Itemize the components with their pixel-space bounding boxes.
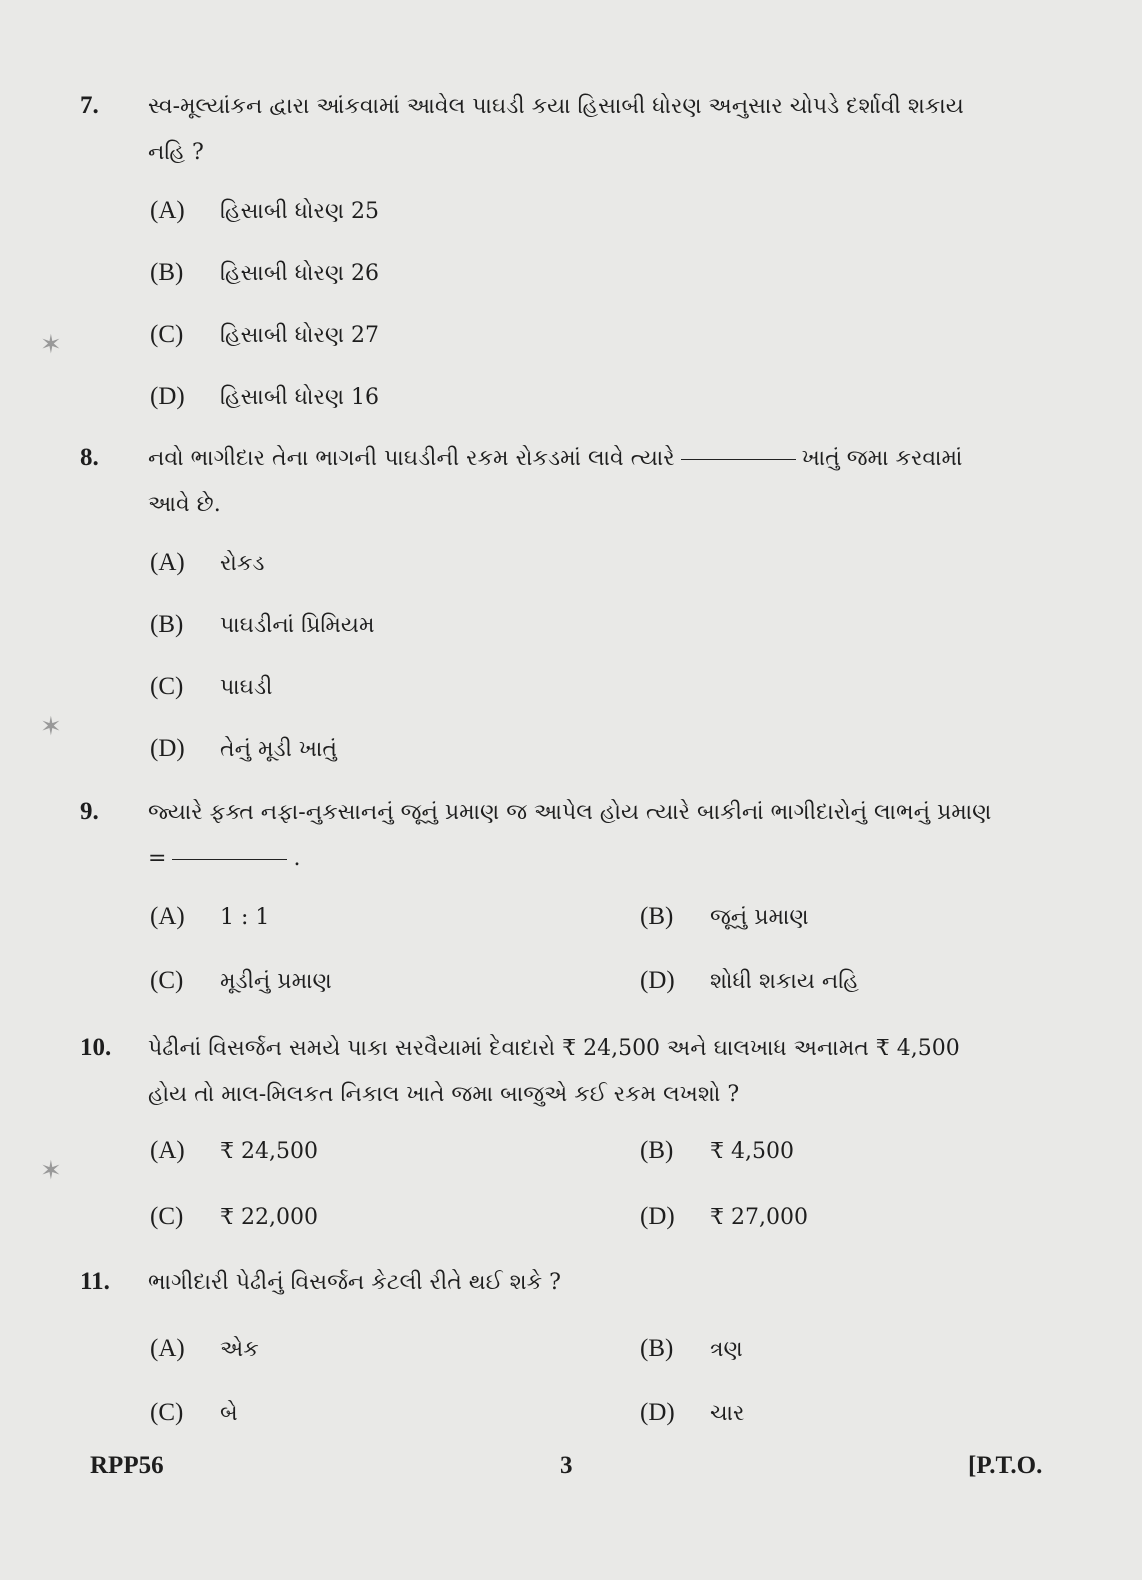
option-text: હિસાબી ધોરણ 26 xyxy=(220,261,380,286)
option-d[interactable] xyxy=(640,966,859,997)
option-label: (D) xyxy=(640,1399,675,1426)
answer-blank xyxy=(172,858,287,860)
option-text: મૂડીનું પ્રમાણ xyxy=(220,969,332,994)
option-c[interactable] xyxy=(150,1202,318,1233)
option-text: ₹ 22,000 xyxy=(220,1205,318,1230)
question-text-before: નવો ભાગીદાર તેના ભાગની પાઘડીની રકમ રોકડમાં લાવે ત્યારે xyxy=(148,446,675,471)
option-c[interactable] xyxy=(150,672,272,703)
option-b[interactable] xyxy=(150,610,374,641)
question-number: 11. xyxy=(80,1268,110,1295)
option-label: (A) xyxy=(150,903,185,930)
question-text xyxy=(148,790,998,882)
option-d[interactable] xyxy=(150,382,379,413)
option-b[interactable] xyxy=(640,1136,794,1167)
question-text: પેઢીનાં વિસર્જન સમયે પાકા સરવૈયામાં દેવાદારો ₹ 24,500 અને ઘાલખાધ અનામત ₹ 4,500 હોય તો માલ-મિલકત નિકાલ ખાતે જમા બાજુએ કઈ રકમ લખશો ? xyxy=(148,1036,960,1107)
option-text: શોધી શકાય નહિ xyxy=(710,969,859,994)
option-a[interactable] xyxy=(150,902,269,933)
option-c[interactable] xyxy=(150,320,379,351)
option-label: (C) xyxy=(150,1399,184,1426)
option-label: (C) xyxy=(150,1203,184,1230)
answer-blank xyxy=(681,458,796,460)
option-d[interactable] xyxy=(640,1202,808,1233)
option-d[interactable] xyxy=(640,1398,744,1429)
option-text: હિસાબી ધોરણ 27 xyxy=(220,323,380,348)
option-b[interactable] xyxy=(640,902,809,933)
question-number: 9. xyxy=(80,798,99,825)
option-label: (D) xyxy=(150,735,185,762)
paper-code: RPP56 xyxy=(90,1452,164,1479)
option-a[interactable] xyxy=(150,196,379,227)
page-number: 3 xyxy=(560,1452,573,1479)
option-b[interactable] xyxy=(640,1334,743,1365)
option-c[interactable] xyxy=(150,966,332,997)
option-text: જૂનું પ્રમાણ xyxy=(710,905,809,930)
option-d[interactable] xyxy=(150,734,337,765)
option-text: ₹ 27,000 xyxy=(710,1205,808,1230)
option-a[interactable] xyxy=(150,1334,259,1365)
option-text: રોકડ xyxy=(220,551,265,576)
option-label: (B) xyxy=(150,611,184,638)
option-text: 1 : 1 xyxy=(220,905,270,930)
pto-label: [P.T.O. xyxy=(968,1452,1043,1479)
option-b[interactable] xyxy=(150,258,379,289)
staple-mark-icon: ✶ xyxy=(40,712,62,742)
staple-mark-icon: ✶ xyxy=(40,330,62,360)
option-label: (B) xyxy=(640,1137,674,1164)
staple-mark-icon: ✶ xyxy=(40,1156,62,1186)
option-text: ચાર xyxy=(710,1401,745,1426)
option-a[interactable] xyxy=(150,548,264,579)
option-label: (D) xyxy=(640,967,675,994)
option-label: (D) xyxy=(150,383,185,410)
question-number: 10. xyxy=(80,1034,112,1061)
question-text xyxy=(148,436,998,528)
question-text-after: . xyxy=(293,846,301,871)
question-text: સ્વ-મૂલ્યાંકન દ્વારા આંકવામાં આવેલ પાઘડી કયા હિસાબી ધોરણ અનુસાર ચોપડે દર્શાવી શકાય નહિ ? xyxy=(148,94,964,165)
option-label: (C) xyxy=(150,321,184,348)
option-text: પાઘડી xyxy=(220,675,273,700)
option-label: (A) xyxy=(150,1137,185,1164)
question-text-before: જ્યારે ફક્ત નફા-નુકસાનનું જૂનું પ્રમાણ જ આપેલ હોય ત્યારે બાકીનાં ભાગીદારોનું લાભનું પ્રમાણ = xyxy=(148,800,992,871)
option-text: ₹ 4,500 xyxy=(710,1139,794,1164)
option-text: એક xyxy=(220,1337,259,1362)
option-text: હિસાબી ધોરણ 16 xyxy=(220,385,380,410)
option-c[interactable] xyxy=(150,1398,238,1429)
option-text: બે xyxy=(220,1401,238,1426)
option-text: હિસાબી ધોરણ 25 xyxy=(220,199,380,224)
option-text: ₹ 24,500 xyxy=(220,1139,318,1164)
option-label: (B) xyxy=(640,903,674,930)
option-text: ત્રણ xyxy=(710,1337,743,1362)
option-label: (B) xyxy=(150,259,184,286)
option-a[interactable] xyxy=(150,1136,318,1167)
question-number: 8. xyxy=(80,444,99,471)
option-label: (D) xyxy=(640,1203,675,1230)
option-label: (B) xyxy=(640,1335,674,1362)
option-label: (C) xyxy=(150,967,184,994)
question-text: ભાગીદારી પેઢીનું વિસર્જન કેટલી રીતે થઈ શકે ? xyxy=(148,1270,561,1295)
question-number: 7. xyxy=(80,92,99,119)
option-label: (A) xyxy=(150,1335,185,1362)
question-text-after: ખાતું જમા કરવામાં આવે છે. xyxy=(148,446,963,517)
option-label: (A) xyxy=(150,197,185,224)
option-text: તેનું મૂડી ખાતું xyxy=(220,737,337,762)
option-label: (A) xyxy=(150,549,185,576)
option-text: પાઘડીનાં પ્રિમિયમ xyxy=(220,613,375,638)
option-label: (C) xyxy=(150,673,184,700)
